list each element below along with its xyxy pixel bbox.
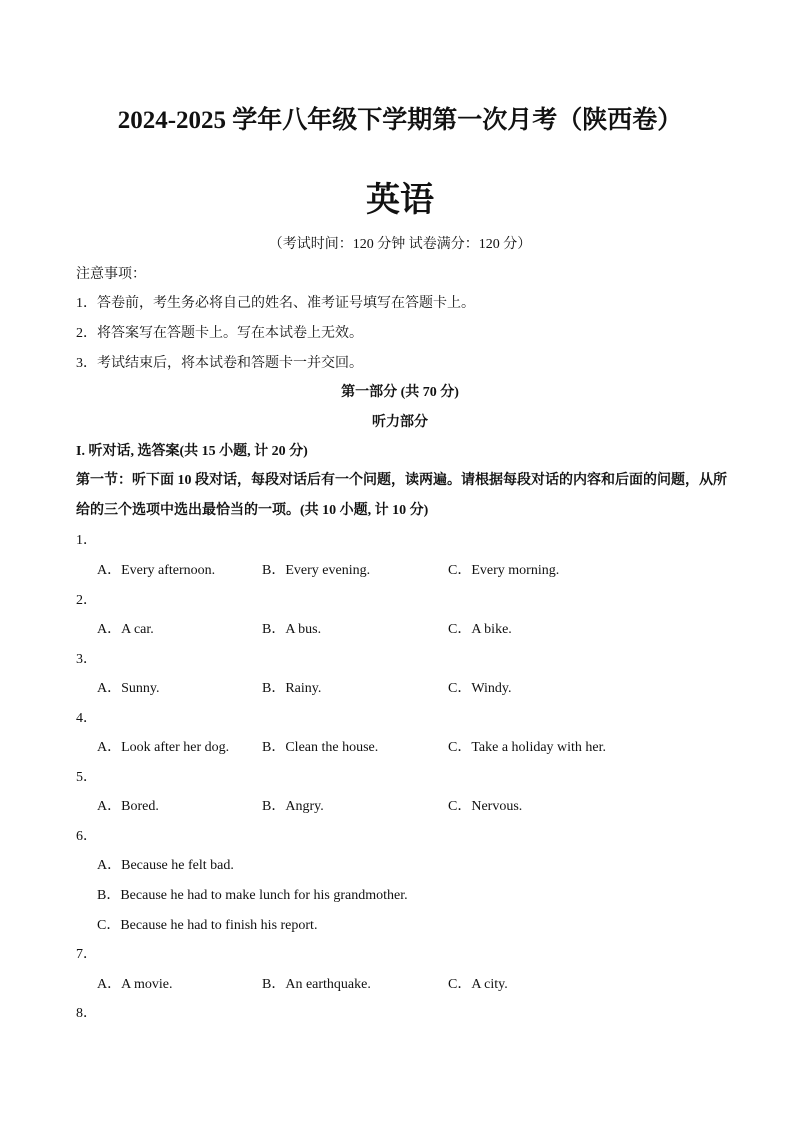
option-a: A．Every afternoon. [97,563,216,578]
exam-info: （考试时间：120 分钟 试卷满分：120 分） [268,237,532,252]
question-number: 3． [76,652,97,667]
option-c: C．A city. [448,977,508,992]
option-b: B．Rainy. [262,681,322,696]
note-item: 2．将答案写在答题卡上。写在本试卷上无效。 [76,326,363,341]
option-c: C．Because he had to finish his report. [97,918,318,933]
option-a: A．A car. [97,622,154,637]
option-c: C．Every morning. [448,563,560,578]
part-title: 第一部分 (共 70 分) [341,385,459,400]
option-c: C．Nervous. [448,799,523,814]
option-c: C．Take a holiday with her. [448,740,607,755]
question-number: 8． [76,1006,97,1021]
option-a: A．Sunny. [97,681,160,696]
question-number: 4． [76,711,97,726]
option-c: C．Windy. [448,681,512,696]
section-instruction: 第一节：听下面 10 段对话，每段对话后有一个问题，读两遍。请根据每段对话的内容和后面的问题，从所 [76,473,727,488]
option-c: C．A bike. [448,622,512,637]
option-b: B．An earthquake. [262,977,371,992]
question-number: 6． [76,829,97,844]
subject-title: 英语 [366,180,434,220]
option-a: A．Because he felt bad. [97,858,234,873]
option-a: A．A movie. [97,977,173,992]
question-number: 5． [76,770,97,785]
option-b: B．Because he had to make lunch for his grandmother. [97,888,408,903]
question-number: 1． [76,533,97,548]
option-a: A．Look after her dog. [97,740,230,755]
notes-heading: 注意事项： [76,267,146,282]
section-heading: I. 听对话, 选答案(共 15 小题, 计 20 分) [76,444,308,459]
note-item: 3．考试结束后，将本试卷和答题卡一并交回。 [76,356,363,371]
exam-title: 2024-2025 学年八年级下学期第一次月考（陕西卷） [117,107,683,134]
question-number: 7． [76,947,97,962]
option-b: B．Angry. [262,799,324,814]
option-b: B．Every evening. [262,563,371,578]
part-subtitle: 听力部分 [372,415,428,430]
option-b: B．Clean the house. [262,740,379,755]
question-number: 2． [76,593,97,608]
option-a: A．Bored. [97,799,159,814]
option-b: B．A bus. [262,622,322,637]
note-item: 1．答卷前，考生务必将自己的姓名、准考证号填写在答题卡上。 [76,296,475,311]
section-instruction: 给的三个选项中选出最恰当的一项。(共 10 小题, 计 10 分) [76,503,429,518]
